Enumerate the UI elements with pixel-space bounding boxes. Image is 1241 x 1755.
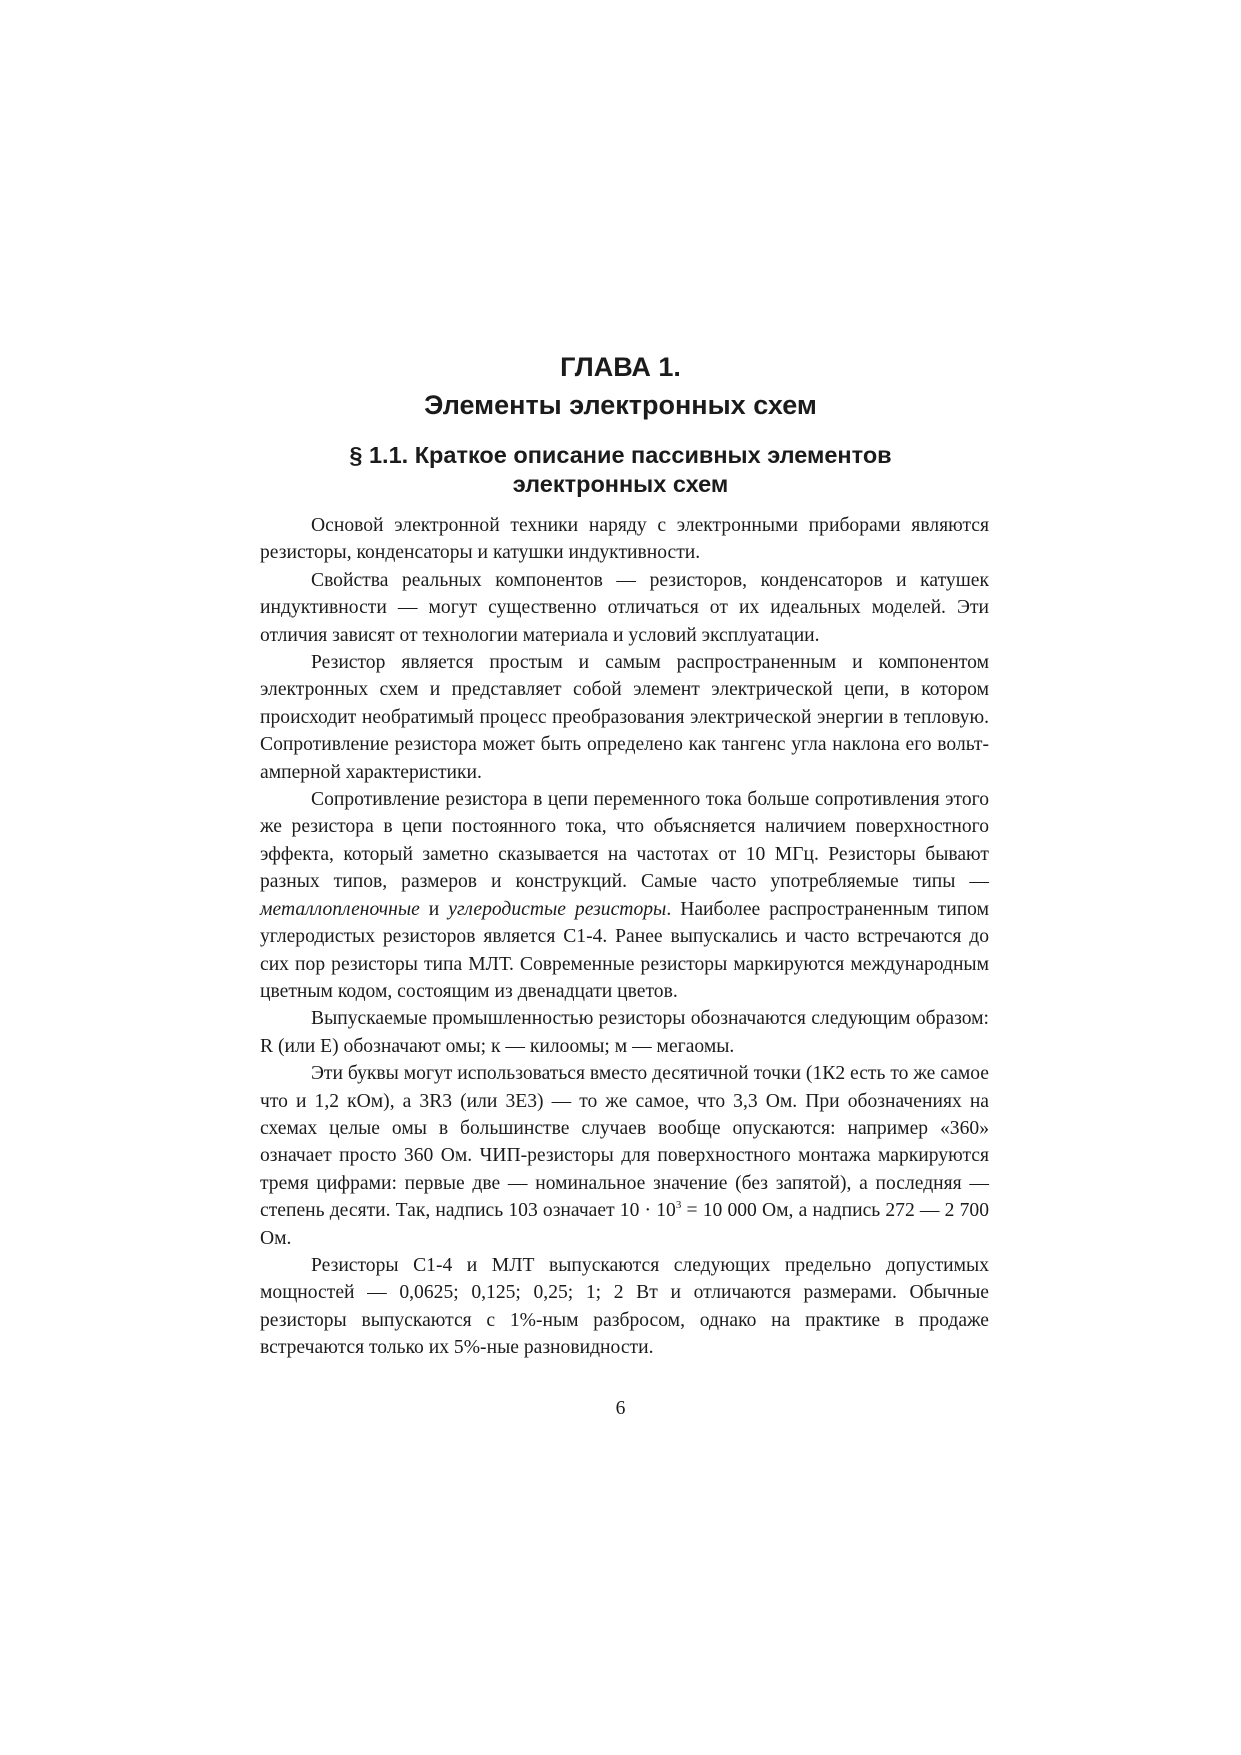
paragraph-6-text-a: Эти буквы могут использоваться вместо десятичной точки (1К2 есть то же самое что и 1,2 кОм), а 3R3 (или 3E3) — то же самое, что 3,3 Ом. При обозначениях на схемах целые омы в большинстве случаев вообще опускаются: например «360» означает просто 360 Ом. ЧИП-резисторы для поверхностного монтажа маркируются тремя цифрами: первые две — номинальное значение (без запятой), а последняя — степень десяти. Так, надпись 103 означает 10 · 10 [260,1063,989,1222]
paragraph-3-text: Резистор является простым и самым распространенным и компонентом электронных схем и представляет собой элемент электрической цепи, в котором происходит необратимый процесс преобразования электрической энергии в тепловую. Сопротивление резистора может быть определено как тангенс угла наклона его вольт-амперной характеристики. [260,652,989,783]
paragraph-5-text: Выпускаемые промышленностью резисторы обозначаются следующим образом: R (или E) обозначают омы; к — килоомы; м — мегаомы. [260,1008,989,1057]
paragraph-2 [260,567,989,649]
paragraph-1 [260,512,989,567]
paragraph-7-text: Резисторы С1-4 и МЛТ выпускаются следующих предельно допустимых мощностей — 0,0625; 0,125; 0,25; 1; 2 Вт и отличаются размерами. Обычные резисторы выпускаются с 1%-ным разбросом, однако на практике в продаже встречаются только их 5%-ные разновидности. [260,1254,989,1359]
paragraph-6 [260,1060,989,1252]
paragraph-1-text: Основой электронной техники наряду с электронными приборами являются резисторы, конденсаторы и катушки индуктивности. [260,515,989,564]
page-number: 6 [615,1398,626,1419]
paragraph-4-text-a: Сопротивление резистора в цепи переменного тока больше сопротивления этого же резистора в цепи постоянного тока, что объясняется наличием поверхностного эффекта, который заметно сказывается на частотах от 10 МГц. Резисторы бывают разных типов, размеров и конструкций. Самые часто употребляемые типы — [260,789,989,893]
paragraph-3 [260,649,989,786]
section-title: § 1.1. Краткое описание пассивных элементов электронных схем [349,442,892,497]
exponent: 3 [675,1199,682,1212]
term-carbon-resistors: углеродистые резисторы [448,898,667,920]
paragraph-4 [260,786,989,1005]
paragraph-4-text-b: и [419,898,449,920]
chapter-label: ГЛАВА 1. [560,352,681,382]
chapter-title: Элементы электронных схем [424,390,817,420]
paragraph-4-text-c: . Наиболее распространенным типом углеродистых резисторов является С1-4. Ранее выпускались и часто встречаются до сих пор резисторы типа МЛТ. Современные резисторы маркируются международным цветным кодом, состоящим из двенадцати цветов. [260,898,989,1002]
paragraph-7 [260,1252,989,1362]
paragraph-5 [260,1005,989,1060]
paragraph-6-text-b: = 10 000 Ом, а надпись 272 — 2 700 Ом. [260,1200,989,1249]
term-metal-film: металлопленочные [260,898,420,920]
paragraph-2-text: Свойства реальных компонентов — резисторов, конденсаторов и катушек индуктивности — могут существенно отличаться от их идеальных моделей. Эти отличия зависят от технологии материала и условий эксплуатации. [260,569,989,646]
body-text [260,512,989,1362]
